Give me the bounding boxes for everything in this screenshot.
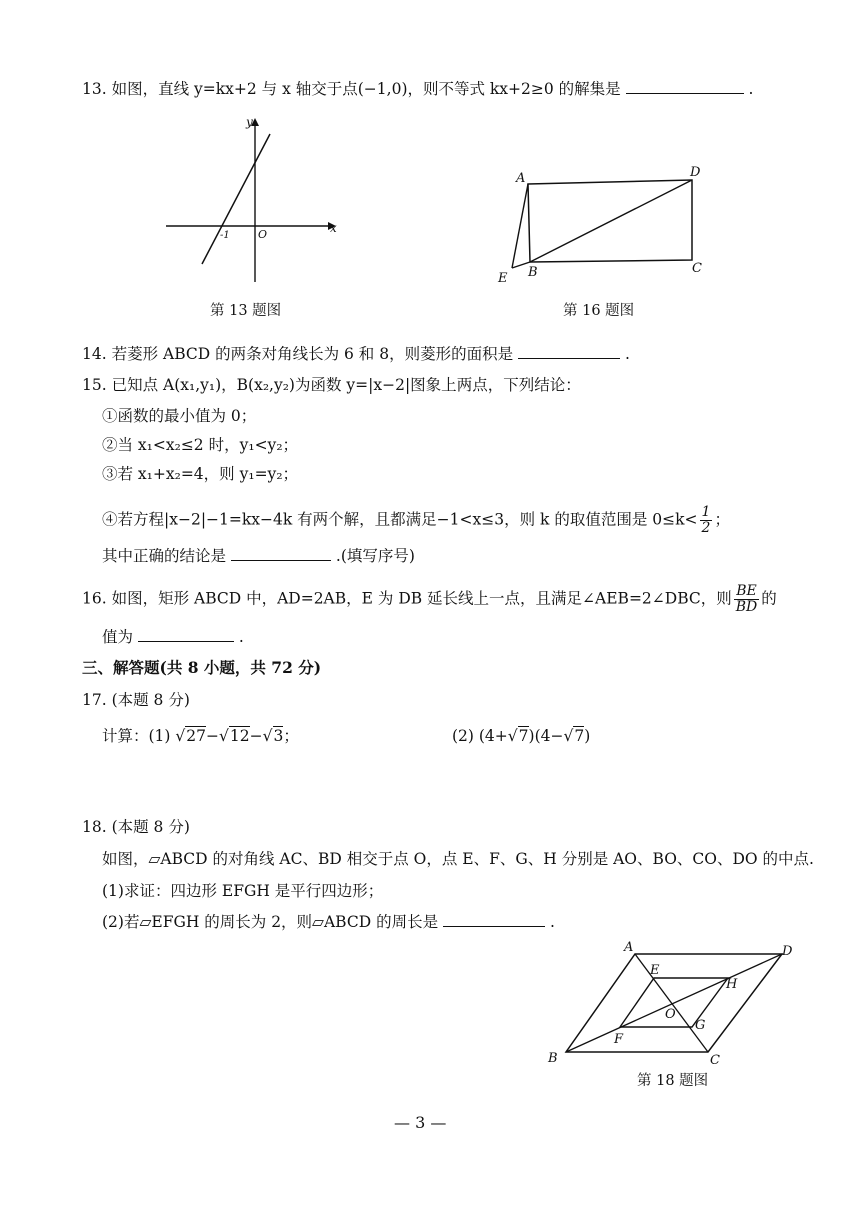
line-y-kx-2	[202, 134, 270, 264]
figure-16-rectangle	[490, 160, 715, 290]
label-a: A	[516, 171, 526, 186]
q15-answer: 其中正确的结论是 .(填写序号)	[102, 544, 415, 567]
point-neg1-label: -1	[220, 230, 230, 241]
label-o: O	[665, 1007, 676, 1022]
label-b: B	[548, 1051, 558, 1066]
diagonal-bd	[530, 180, 692, 262]
label-b: B	[528, 265, 538, 280]
q15-item-3: ③若 x₁+x₂=4，则 y₁=y₂；	[102, 465, 299, 483]
diagonal-bd	[566, 954, 782, 1052]
answer-blank-14[interactable]	[518, 342, 620, 359]
q15-item-2: ②当 x₁<x₂≤2 时，y₁<y₂；	[102, 436, 299, 454]
answer-blank-15[interactable]	[231, 544, 331, 561]
figure-13-graph	[160, 112, 345, 287]
label-d: D	[782, 944, 793, 959]
question-18-header: 18. (本题 8 分)	[82, 818, 190, 836]
label-h: H	[726, 977, 738, 992]
label-e: E	[498, 271, 508, 286]
question-17-header: 17. (本题 8 分)	[82, 691, 190, 709]
y-axis-label: y	[246, 115, 253, 129]
figure-16-caption: 第 16 题图	[563, 303, 635, 319]
q15-item-4: ④若方程|x−2|−1=kx−4k 有两个解，且都满足−1<x≤3，则 k 的取值范围是 0≤k< $\frac{1}{2}$ ；	[102, 504, 730, 536]
question-13: 13. 如图，直线 y=kx+2 与 x 轴交于点(−1,0)，则不等式 kx+2≥0 的解集是 .	[82, 77, 753, 100]
q15-item-1: ①函数的最小值为 0；	[102, 407, 257, 425]
q18-statement: 如图，▱ABCD 的对角线 AC、BD 相交于点 O，点 E、F、G、H 分别是 AO、BO、CO、DO 的中点.	[102, 850, 814, 868]
label-e: E	[650, 963, 660, 978]
answer-blank-16[interactable]	[138, 625, 234, 642]
figure-18-parallelogram	[540, 936, 800, 1066]
q18-part-1: (1)求证：四边形 EFGH 是平行四边形；	[102, 882, 384, 900]
page-number: — 3 —	[394, 1113, 447, 1132]
label-a: A	[624, 940, 634, 955]
question-16-line2: 值为 .	[102, 625, 244, 648]
label-f: F	[614, 1032, 624, 1047]
origin-label: O	[258, 228, 268, 241]
question-14: 14. 若菱形 ABCD 的两条对角线长为 6 和 8，则菱形的面积是 .	[82, 342, 630, 365]
q17-part-1: 计算：(1) √27−√12−√3；	[102, 727, 299, 745]
diagonal-ac	[635, 954, 708, 1052]
answer-blank-13[interactable]	[626, 77, 744, 94]
label-c: C	[710, 1053, 720, 1066]
x-axis-label: x	[330, 221, 337, 235]
figure-13-caption: 第 13 题图	[210, 303, 282, 319]
fraction-one-half: $\frac{1}{2}$	[701, 504, 711, 536]
label-c: C	[692, 261, 702, 276]
question-15-text: 15. 已知点 A(x₁,y₁)，B(x₂,y₂)为函数 y=|x−2|图象上两点，下列结论：	[82, 376, 581, 394]
figure-18-caption: 第 18 题图	[637, 1073, 709, 1089]
section-3-title: 三、解答题(共 8 小题，共 72 分)	[82, 658, 322, 677]
label-d: D	[690, 165, 701, 180]
q17-part-2: (2) (4+√7)(4−√7)	[452, 727, 591, 745]
segment-ae	[512, 184, 528, 268]
q18-part-2: (2)若▱EFGH 的周长为 2，则▱ABCD 的周长是 .	[102, 910, 555, 933]
question-13-text: 13. 如图，直线 y=kx+2 与 x 轴交于点(−1,0)，则不等式 kx+2≥0 的解集是	[82, 80, 621, 98]
answer-blank-18[interactable]	[443, 910, 545, 927]
label-g: G	[695, 1018, 706, 1033]
fraction-be-bd: $\frac{BE}{BD}$	[735, 583, 758, 615]
question-16: 16. 如图，矩形 ABCD 中，AD=2AB，E 为 DB 延长线上一点，且满足∠AEB=2∠DBC，则 $\frac{BE}{BD}$ 的	[82, 583, 777, 615]
